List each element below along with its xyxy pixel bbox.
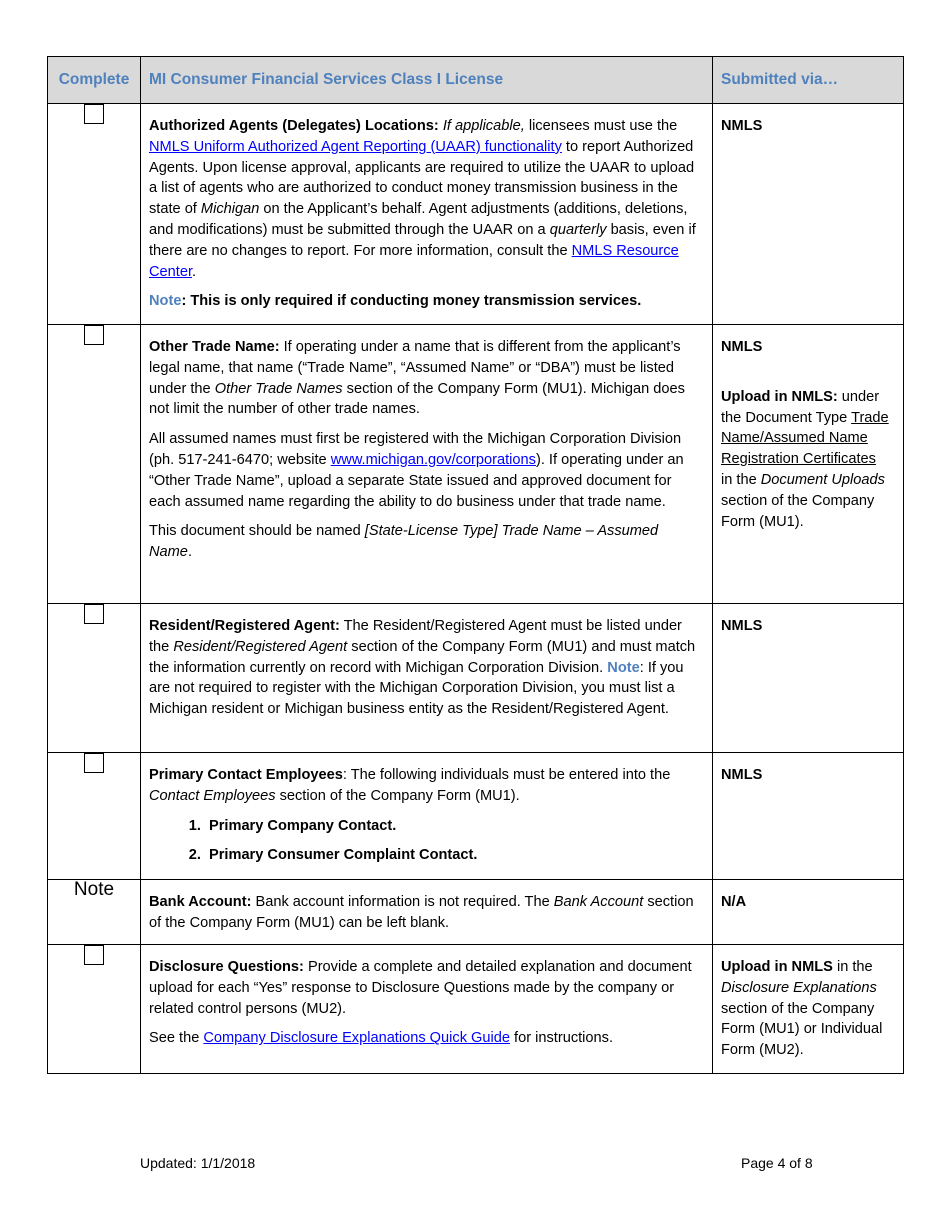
submitted-cell: Upload in NMLS in the Disclosure Explanations section of the Company Form (MU1) or Individual Form (MU2). [713,945,904,1074]
header-license: MI Consumer Financial Services Class I License [141,57,713,104]
disclosure-quick-guide-link[interactable]: Company Disclosure Explanations Quick Guide [203,1030,510,1047]
footer-updated: Updated: 1/1/2018 [140,1155,256,1171]
michigan-corporations-link[interactable]: www.michigan.gov/corporations [330,451,536,468]
table-row [48,753,904,880]
table-row [48,604,904,753]
requirement-cell: Resident/Registered Agent: The Resident/Registered Agent must be listed under the Resident/Registered Agent section of the Company Form (MU1) and must match the information currently on record with Michigan Corporation Division. Note: If you are not required to register with the Michigan Corporation Division, you must list a Michigan resident or Michigan business entity as the Resident/Registered Agent. [141,604,713,753]
requirement-cell: Other Trade Name: If operating under a name that is different from the applicant’s legal name, that name (“Trade Name”, “Assumed Name” or “DBA”) must be listed under the Other Trade Names section of the Company Form (MU1). Michigan does not limit the number of other trade names. All assumed names must first be registered with the Michigan Corporation Division (ph. 517-241-6470; website www.michigan.gov/corporations). If operating under an “Other Trade Name”, upload a separate State issued and approved document for each assumed name regarding the ability to do business under that trade name. This document should be named [State-License Type] Trade Name – Assumed Name. [141,325,713,604]
complete-checkbox[interactable] [84,945,104,965]
contact-list [149,816,704,867]
uaar-link[interactable]: NMLS Uniform Authorized Agent Reporting (UAAR) functionality [149,138,562,155]
submitted-value: NMLS [721,339,763,355]
nmls-resource-center-link[interactable]: NMLS Resource Center [149,242,679,280]
requirement-cell: Primary Contact Employees: The following individuals must be entered into the Contact Employees section of the Company Form (MU1). 1. Primary Company Contact. 2. Primary Consumer Complaint Contact. [141,753,713,880]
list-item: 1. Primary Company Contact. [205,816,704,837]
submitted-cell [713,604,904,753]
submitted-cell [713,104,904,325]
requirement-cell: Disclosure Questions: Provide a complete and detailed explanation and document upload for each “Yes” response to Disclosure Questions made by the company or related control persons (MU2). See the Company Disclosure Explanations Quick Guide for instructions. [141,945,713,1074]
table-row [48,945,904,1074]
table-header-row [48,57,904,104]
requirements-table [47,56,904,1074]
complete-cell [48,880,141,945]
complete-cell [48,604,141,753]
complete-note-label: Note [73,879,115,900]
complete-cell [48,104,141,325]
submitted-value: NMLS [721,767,763,783]
submitted-cell [713,880,904,945]
requirement-cell: Authorized Agents (Delegates) Locations: If applicable, licensees must use the NMLS Uniform Authorized Agent Reporting (UAAR) functionality to report Authorized Agents. Upon license approval, applicants are required to utilize the UAAR to upload a list of agents who are authorized to conduct money transmission business in the state of Michigan on the Applicant’s behalf. Agent adjustments (additions, deletions, and modifications) must be submitted through the UAAR on a quarterly basis, even if there are no changes to report. For more information, consult the NMLS Resource Center. Note: This is only required if conducting money transmission services. [141,104,713,325]
list-item: 2. Primary Consumer Complaint Contact. [205,845,704,866]
submitted-cell: NMLS Upload in NMLS: under the Document Type Trade Name/Assumed Name Registration Certificates in the Document Uploads section of the Company Form (MU1). [713,325,904,604]
requirement-cell: Bank Account: Bank account information is not required. The Bank Account section of the Company Form (MU1) can be left blank. [141,880,713,945]
submitted-cell [713,753,904,880]
complete-checkbox[interactable] [84,604,104,624]
header-complete: Complete [48,57,141,104]
header-submitted: Submitted via… [713,57,904,104]
submitted-value: NMLS [721,118,763,134]
table-row [48,325,904,604]
complete-checkbox[interactable] [84,325,104,345]
note-label: Note [607,659,640,676]
document-type-name: Trade Name/Assumed Name Registration Certificates [721,409,889,468]
complete-checkbox[interactable] [84,753,104,773]
complete-cell [48,753,141,880]
submitted-value: N/A [721,894,747,910]
complete-cell [48,945,141,1074]
note-label: Note [149,293,182,310]
table-row [48,104,904,325]
table-row [48,880,904,945]
complete-checkbox[interactable] [84,104,104,124]
submitted-value: NMLS [721,618,763,634]
complete-cell [48,325,141,604]
footer-page-number: Page 4 of 8 [741,1155,813,1171]
